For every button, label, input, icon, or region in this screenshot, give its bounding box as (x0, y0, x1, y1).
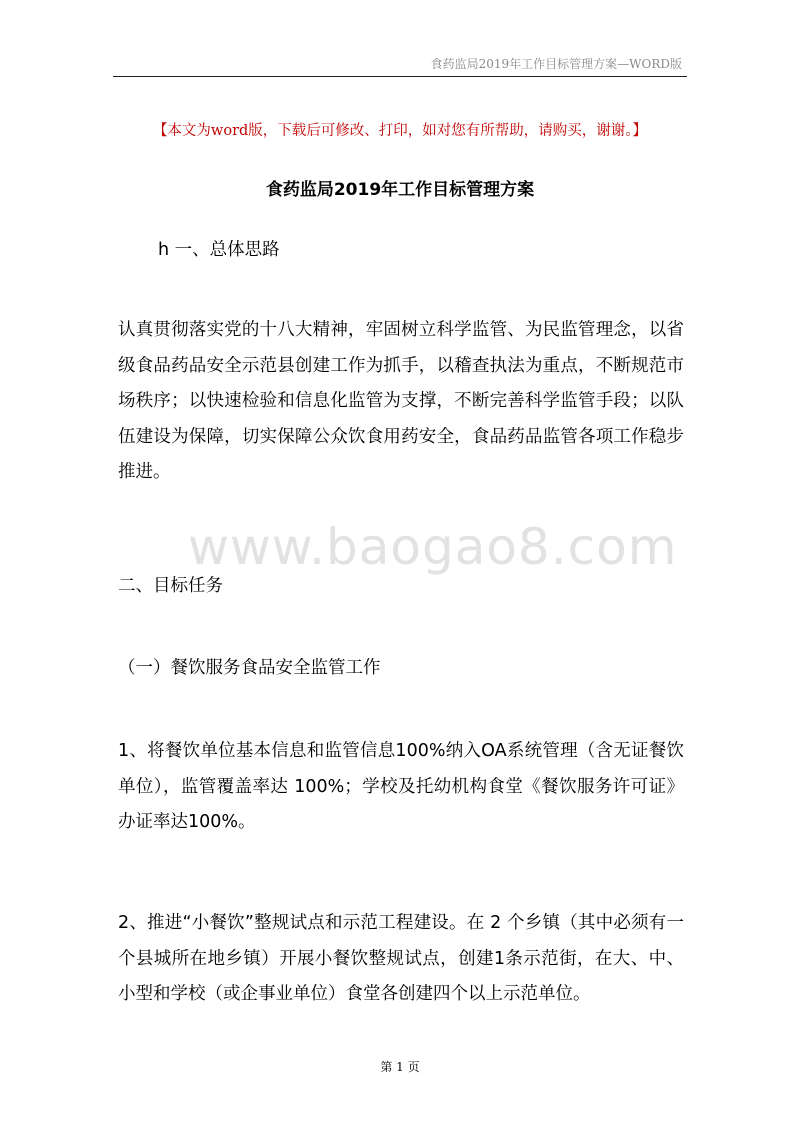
purchase-notice: 【本文为word版，下载后可修改、打印，如对您有所帮助，请购买，谢谢。】 (152, 123, 648, 139)
document-title: 食药监局2019年工作目标管理方案 (265, 180, 535, 200)
watermark: www.baogao8.com (188, 518, 678, 576)
running-header: 食药监局2019年工作目标管理方案—WORD版 (430, 57, 682, 71)
page-number: 第 1 页 (380, 1060, 420, 1074)
header-divider (113, 76, 687, 77)
list-item-2: 2、推进“小餐饮”整规试点和示范工程建设。在 2 个乡镇（其中必须有一个县城所在地乡镇）开展小餐饮整规试点，创建1条示范街，在大、中、小型和学校（或企事业单位）食堂各创建四个以上示范单位。 (118, 913, 684, 1004)
subsection-heading-catering: （一）餐饮服务食品安全监管工作 (118, 658, 381, 678)
list-item-1: 1、将餐饮单位基本信息和监管信息100%纳入OA系统管理（含无证餐饮单位），监管覆盖率达 100%；学校及托幼机构食堂《餐饮服务许可证》办证率达100%。 (118, 741, 684, 832)
section-heading-goals: 二、目标任务 (118, 576, 223, 596)
section-heading-overall-approach: h 一、总体思路 (158, 240, 280, 260)
paragraph-overall-approach: 认真贯彻落实党的十八大精神，牢固树立科学监管、为民监管理念，以省级食品药品安全示范县创建工作为抓手，以稽查执法为重点，不断规范市场秩序；以快速检验和信息化监管为支撑，不断完善科学监管手段；以队伍建设为保障，切实保障公众饮食用药安全，食品药品监管各项工作稳步推进。 (118, 320, 684, 482)
